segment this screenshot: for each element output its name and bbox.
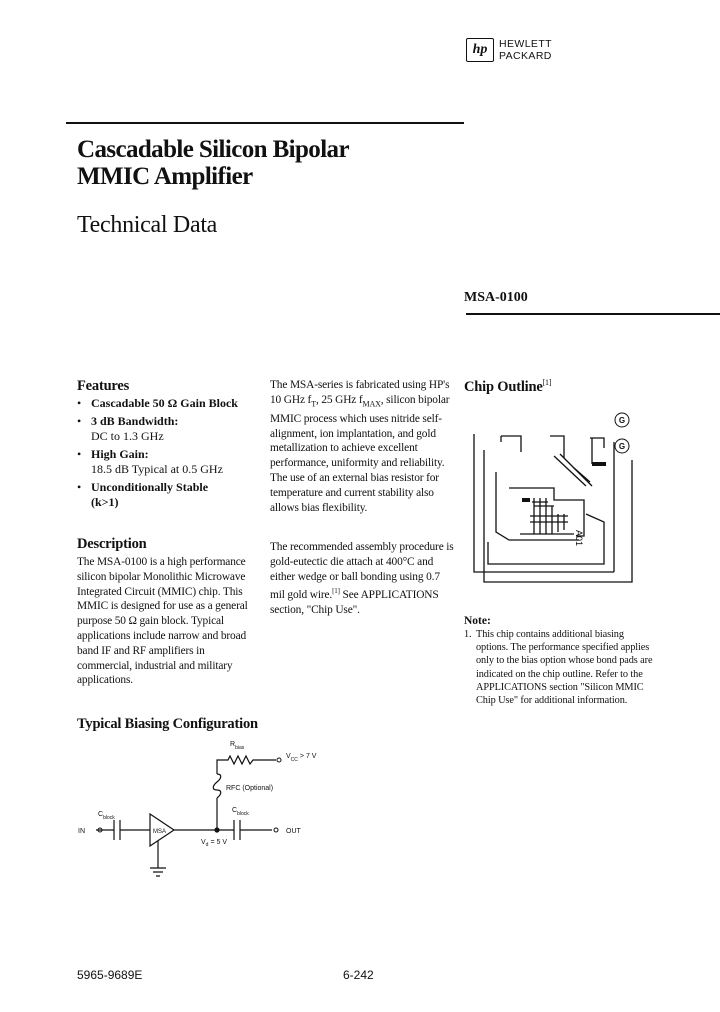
note-body	[464, 628, 656, 707]
feature-item: • 3 dB Bandwidth: DC to 1.3 GHz	[77, 414, 265, 444]
assembly-paragraph: The recommended assembly procedure is gold-eutectic die attach at 400°C and either wedge or ball bonding using 0.7 mil gold wire.[1] See APPLICATIONS section, "Chip Use".	[270, 541, 454, 616]
note-text: This chip contains additional biasing options. The performance specified applies only to the bias option whose bond pads are indicated on the chip outline. Refer to the APPLICATIONS section "Silicon MMIC Chip Use" for additional information.	[476, 629, 653, 707]
vd-label: $V_d = 5$ V	[201, 839, 227, 848]
features-heading: Features	[77, 378, 130, 394]
part-rule	[466, 313, 720, 315]
chip-outline-drawing	[464, 402, 644, 612]
note-number: 1.	[464, 629, 472, 640]
page-title	[77, 136, 349, 190]
vcc-terminal-icon	[277, 758, 281, 762]
pad-label: G	[618, 442, 626, 451]
cblock1-label: $C_{block}$	[98, 811, 115, 821]
hp-logo-icon: hp	[466, 38, 494, 62]
rbias-label: $R_{bias}$	[230, 741, 245, 751]
note-heading: Note:	[464, 615, 491, 627]
process-paragraph: The MSA-series is fabricated using HP's 10 GHz $f_T$, 25 GHz $f_{MAX}$, silicon bipolar MMIC process which uses nitride self-alignment, ion implantation, and gold metallization to achieve excellent performance, uniformity and reliability. The use of an external bias resistor for temperature and current stability also allows bias flexibility.	[270, 379, 450, 514]
brand-name	[499, 38, 552, 62]
part-number: MSA-0100	[464, 290, 528, 305]
page-subtitle: Technical Data	[77, 212, 218, 238]
cblock2-label: $C_{block}$	[232, 807, 249, 817]
document-number: 5965-9689E	[77, 968, 143, 982]
features-list	[77, 396, 265, 513]
feature-item: • Unconditionally Stable (k>1)	[77, 480, 265, 510]
feature-item: • High Gain: 18.5 dB Typical at 0.5 GHz	[77, 447, 265, 477]
title-rule	[66, 122, 464, 124]
bond-pad-icon	[592, 462, 606, 466]
description-text: The MSA-0100 is a high performance silicon bipolar Monolithic Microwave Integrated Circuit (MMIC) chip. This MMIC is designed for use as a general purpose 50 Ω gain block. Typical applications include narrow and broad band IF and RF amplifiers in commercial, industrial and military applications.	[77, 556, 248, 687]
die-marking: A01	[574, 530, 584, 547]
resistor-icon	[217, 756, 276, 774]
brand-line1: HEWLETT	[499, 38, 552, 50]
brand-line2: PACKARD	[499, 50, 552, 62]
in-label: IN	[78, 828, 85, 835]
hp-logo	[466, 38, 552, 62]
description-heading: Description	[77, 536, 147, 552]
title-line1: Cascadable Silicon Bipolar	[77, 136, 349, 163]
out-label: OUT	[286, 828, 301, 835]
amp-label: MSA	[153, 829, 167, 835]
page-number: 6-242	[343, 968, 374, 982]
output-terminal-icon	[274, 828, 278, 832]
junction-dot	[214, 827, 219, 832]
chip-outline-heading: Chip Outline[1]	[464, 378, 552, 395]
inductor-icon	[213, 774, 221, 798]
feature-item: • Cascadable 50 Ω Gain Block	[77, 396, 265, 411]
ground-icon	[150, 868, 166, 876]
bond-pad-icon	[522, 498, 530, 502]
biasing-circuit	[70, 738, 350, 890]
pad-label: G	[618, 416, 626, 425]
biasing-heading: Typical Biasing Configuration	[77, 716, 258, 732]
vcc-label: $V_{CC} > 7$ V	[286, 753, 317, 763]
rfc-label: RFC (Optional)	[226, 785, 274, 792]
title-line2: MMIC Amplifier	[77, 163, 253, 190]
